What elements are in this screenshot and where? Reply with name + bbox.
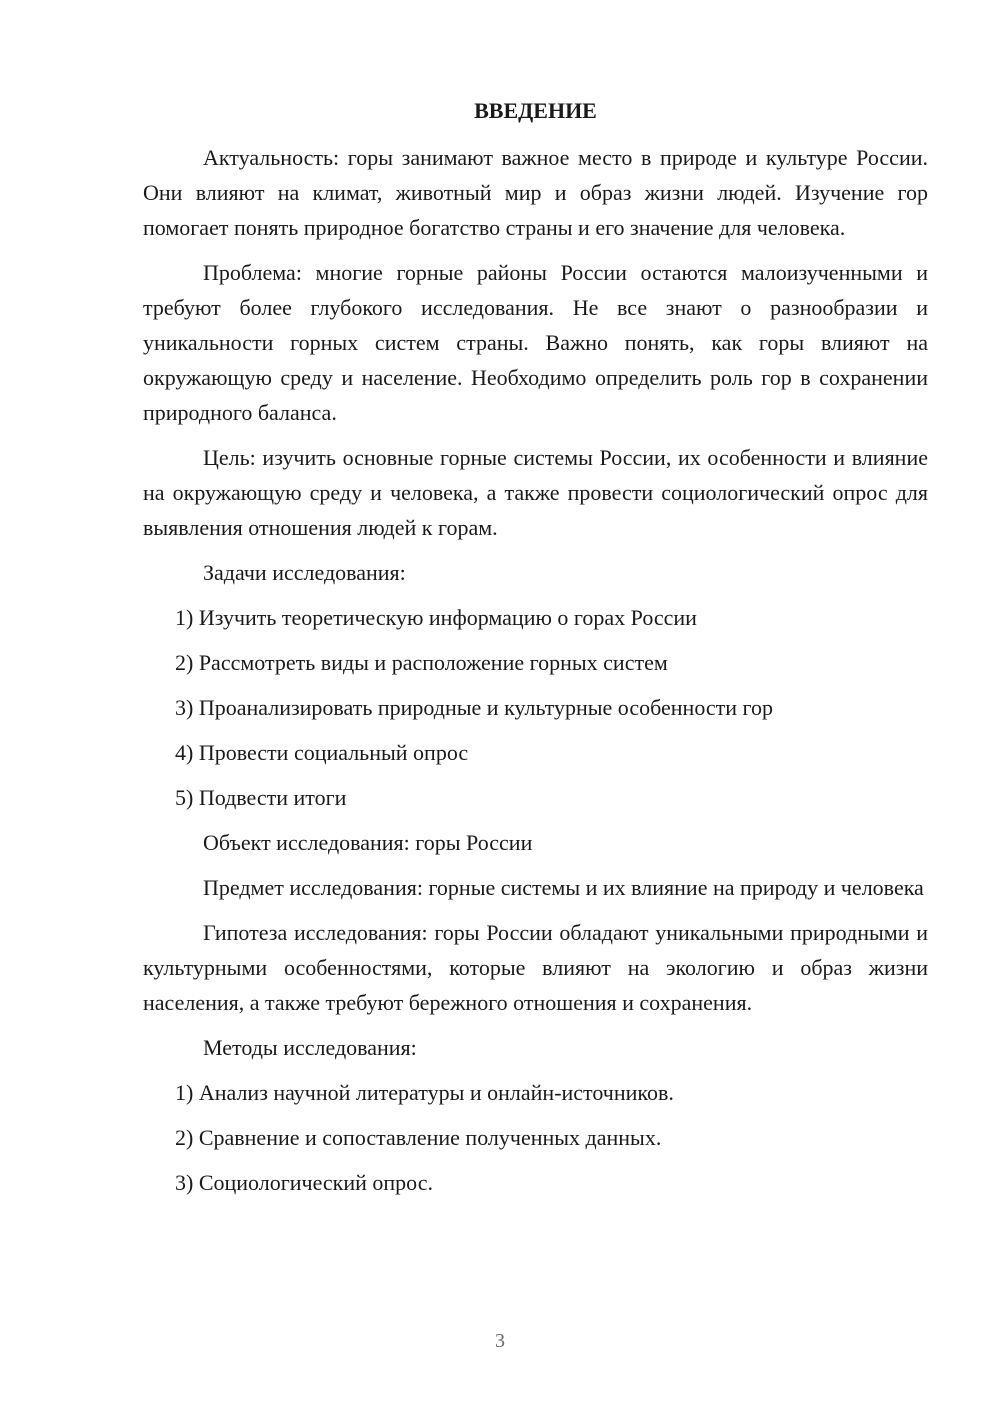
- object-line: Объект исследования: горы России: [203, 830, 533, 855]
- subject-paragraph: Предмет исследования: горные системы и их влияние на природу и человека: [203, 875, 924, 900]
- tasks-heading: Задачи исследования:: [203, 560, 406, 585]
- task-item: 2) Рассмотреть виды и расположение горных систем: [175, 650, 668, 675]
- goal-paragraph: Цель: изучить основные горные системы России, их особенности и влияние на окружающую среду и человека, а также провести социологический опрос для выявления отношения людей к горам.: [143, 445, 928, 540]
- task-item: 4) Провести социальный опрос: [175, 740, 469, 765]
- section-title: ВВЕДЕНИЕ: [474, 98, 597, 123]
- document-page: [143, 96, 928, 1210]
- page-number: 3: [495, 1330, 505, 1352]
- hypothesis-paragraph: Гипотеза исследования: горы России обладают уникальными природными и культурными особенностями, которые влияют на экологию и образ жизни населения, а также требуют бережного отношения и сохранения.: [143, 920, 928, 1015]
- task-item: 3) Проанализировать природные и культурные особенности гор: [175, 695, 773, 720]
- relevance-paragraph: Актуальность: горы занимают важное место в природе и культуре России. Они влияют на климат, животный мир и образ жизни людей. Изучение гор помогает понять природное богатство страны и его значение для человека.: [143, 145, 928, 240]
- methods-heading: Методы исследования:: [203, 1035, 417, 1060]
- problem-paragraph: Проблема: многие горные районы России остаются малоизученными и требуют более глубокого исследования. Не все знают о разнообразии и уникальности горных систем страны. Важно понять, как горы влияют на окружающую среду и население. Необходимо определить роль гор в сохранении природного баланса.: [143, 260, 928, 425]
- method-item: 2) Сравнение и сопоставление полученных данных.: [175, 1125, 662, 1150]
- task-item: 1) Изучить теоретическую информацию о горах России: [175, 605, 697, 630]
- task-item: 5) Подвести итоги: [175, 785, 347, 810]
- method-item: 1) Анализ научной литературы и онлайн-источников.: [175, 1080, 674, 1105]
- method-item: 3) Социологический опрос.: [175, 1170, 433, 1195]
